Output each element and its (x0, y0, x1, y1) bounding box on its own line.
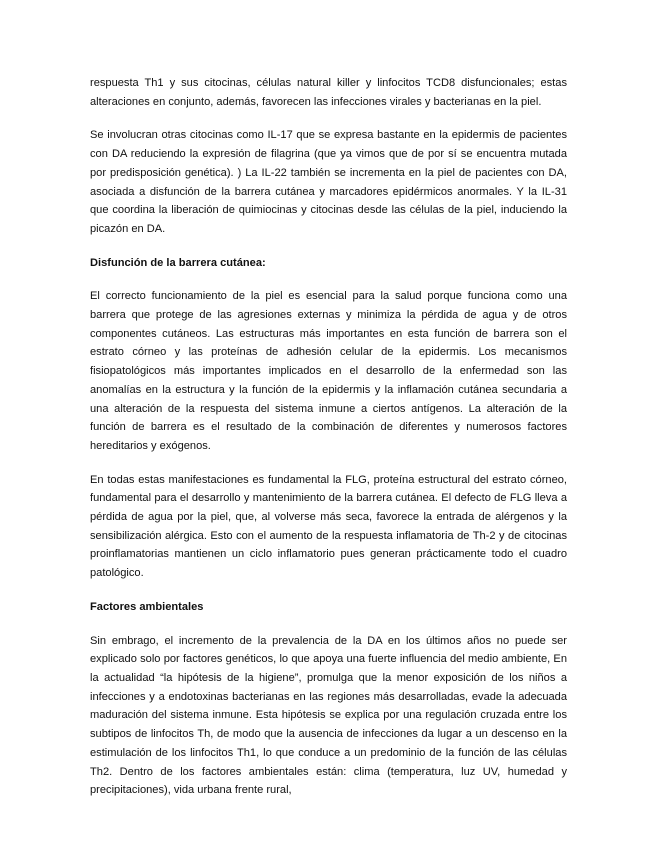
heading-barrier-dysfunction: Disfunción de la barrera cutánea: (90, 256, 266, 269)
paragraph-hygiene-hypothesis: Sin embrago, el incremento de la prevalencia de la DA en los últimos años no puede ser explicado solo por factores genéticos, lo que apoya una fuerte influencia del medio ambiente, En la actualidad “la hipótesis de la higiene”, promulga que la menor exposición de los niños a infecciones y a endotoxinas bacterianas en las regiones más desarrolladas, evade la adecuada maduración del sistema inmune. Esta hipótesis se explica por una regulación cruzada entre los subtipos de linfocitos Th, de modo que la ausencia de infecciones da lugar a un descenso en la estimulación de los linfocitos Th1, lo que conduce a un predominio de la función de las células Th2. Dentro de los factores ambientales están: clima (temperatura, luz UV, humedad y precipitaciones), vida urbana frente rural, (90, 634, 567, 797)
paragraph-flg: En todas estas manifestaciones es fundamental la FLG, proteína estructural del estrato córneo, fundamental para el desarrollo y mantenimiento de la barrera cutánea. El defecto de FLG lleva a pérdida de agua por la piel, que, al volverse más seca, favorece la entrada de alérgenos y la sensibilización alérgica. Esto con el aumento de la respuesta inflamatoria de Th-2 y de citocinas proinflamatorias mantienen un ciclo inflamatorio pues generan prácticamente todo el cuadro patológico. (90, 473, 567, 580)
heading-environmental-factors: Factores ambientales (90, 600, 204, 613)
paragraph-th1-response: respuesta Th1 y sus citocinas, células natural killer y linfocitos TCD8 disfuncionales; estas alteraciones en conjunto, además, favorecen las infecciones virales y bacterianas en la piel. (90, 77, 567, 108)
paragraph-other-cytokines: Se involucran otras citocinas como IL-17 que se expresa bastante en la epidermis de pacientes con DA reduciendo la expresión de filagrina (que ya vimos que de por sí se encuentra mutada por predisposición genética). ) La IL-22 también se incrementa en la piel de pacientes con DA, asociada a disfunción de la barrera cutánea y marcadores epidérmicos anormales. Y la IL-31 que coordina la liberación de quimiocinas y citocinas desde las células de la piel, induciendo la picazón en DA. (90, 129, 567, 235)
paragraph-skin-barrier: El correcto funcionamiento de la piel es esencial para la salud porque funciona como una barrera que protege de las agresiones externas y minimiza la pérdida de agua y de otros componentes cutáneos. Las estructuras más importantes en esta función de barrera son el estrato córneo y las proteínas de adhesión celular de la epidermis. Los mecanismos fisiopatológicos más importantes implicados en el desarrollo de la enfermedad son las anomalías en la estructura y la función de la epidermis y la inflamación cutánea secundaria a una alteración de la respuesta del sistema inmune a ciertos antígenos. La alteración de la función de barrera es el resultado de la combinación de diferentes y numerosos factores hereditarios y exógenos. (90, 290, 567, 452)
